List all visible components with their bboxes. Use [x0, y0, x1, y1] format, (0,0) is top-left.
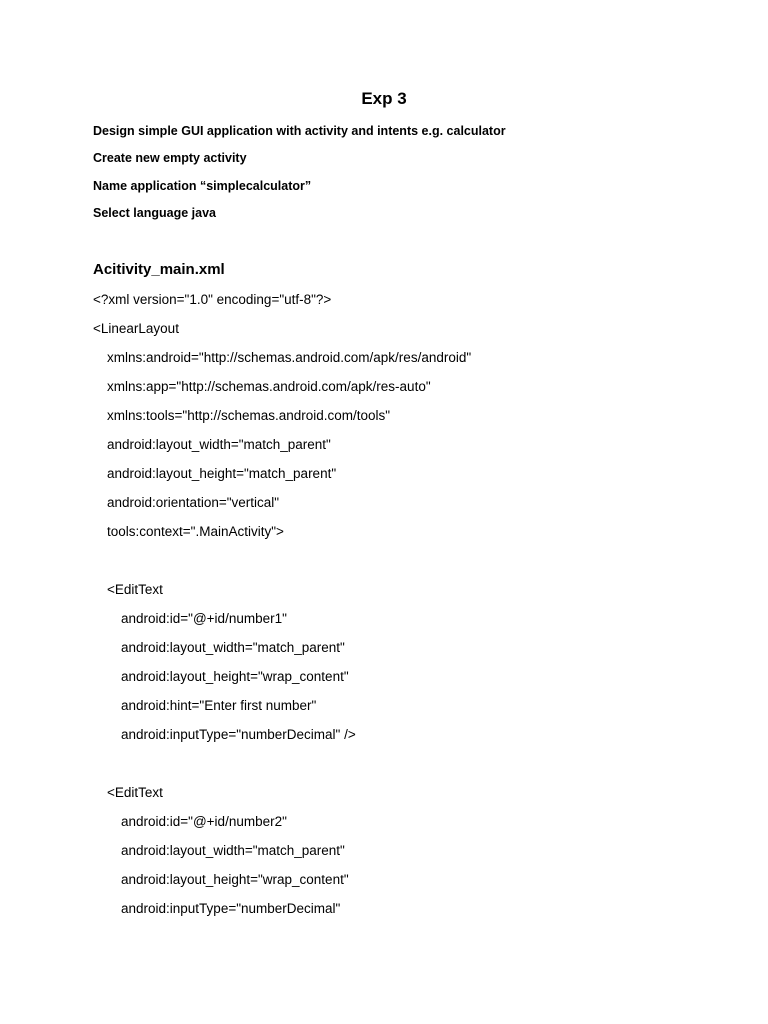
- intro-line-app-name: Name application “simplecalculator”: [93, 179, 312, 193]
- code-line-edittext-2-height: android:layout_height="wrap_content": [121, 872, 349, 887]
- code-line-layout-width: android:layout_width="match_parent": [107, 437, 331, 452]
- code-line-linearlayout-open: <LinearLayout: [93, 321, 179, 336]
- code-line-xmlns-app: xmlns:app="http://schemas.android.com/apk/res-auto": [107, 379, 431, 394]
- code-line-xmlns-tools: xmlns:tools="http://schemas.android.com/tools": [107, 408, 391, 423]
- intro-line-task: Design simple GUI application with activity and intents e.g. calculator: [93, 124, 506, 138]
- code-line-orientation: android:orientation="vertical": [107, 495, 280, 510]
- code-line-edittext-1-id: android:id="@+id/number1": [121, 611, 287, 626]
- code-line-edittext-1-inputtype: android:inputType="numberDecimal" />: [121, 727, 356, 742]
- intro-line-activity: Create new empty activity: [93, 151, 247, 165]
- code-line-edittext-2-width: android:layout_width="match_parent": [121, 843, 345, 858]
- code-line-edittext-1-open: <EditText: [107, 582, 163, 597]
- code-line-edittext-2-id: android:id="@+id/number2": [121, 814, 287, 829]
- code-line-xml-declaration: <?xml version="1.0" encoding="utf-8"?>: [93, 292, 332, 307]
- code-line-edittext-2-inputtype: android:inputType="numberDecimal": [121, 901, 341, 916]
- document-title: Exp 3: [361, 89, 407, 108]
- code-line-edittext-1-height: android:layout_height="wrap_content": [121, 669, 349, 684]
- intro-line-language: Select language java: [93, 206, 216, 220]
- code-line-tools-context: tools:context=".MainActivity">: [107, 524, 284, 539]
- code-line-xmlns-android: xmlns:android="http://schemas.android.com/apk/res/android": [107, 350, 472, 365]
- code-line-layout-height: android:layout_height="match_parent": [107, 466, 337, 481]
- code-line-edittext-2-open: <EditText: [107, 785, 163, 800]
- section-heading: Acitivity_main.xml: [93, 261, 225, 278]
- code-line-edittext-1-hint: android:hint="Enter first number": [121, 698, 317, 713]
- code-line-edittext-1-width: android:layout_width="match_parent": [121, 640, 345, 655]
